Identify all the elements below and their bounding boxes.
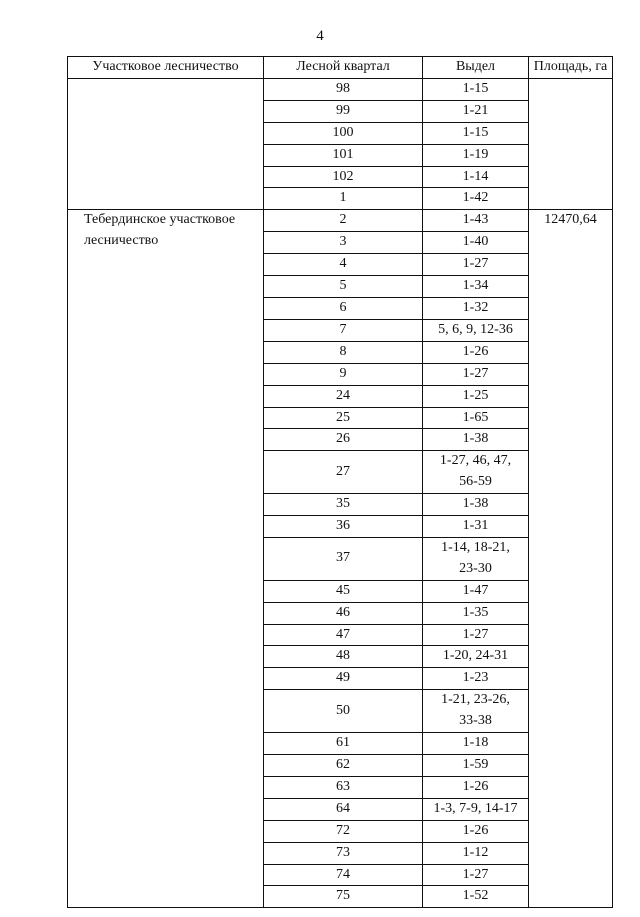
- allotment-cell: 1-26: [423, 820, 529, 842]
- allotment-cell: 1-18: [423, 733, 529, 755]
- quarter-cell: 35: [264, 494, 423, 516]
- quarter-cell: 27: [264, 451, 423, 494]
- allotment-cell: [423, 537, 529, 580]
- header-quarter: Лесной квартал: [264, 57, 423, 79]
- allotment-cell: 1-27: [423, 864, 529, 886]
- table-header: [68, 57, 613, 79]
- header-row: [68, 57, 613, 79]
- area-cell-empty: [529, 78, 613, 209]
- allotment-cell: 1-35: [423, 602, 529, 624]
- allotment-cell: 1-43: [423, 210, 529, 232]
- allotment-cell: 1-47: [423, 580, 529, 602]
- forestry-name-cell: Тебердинское участковое лесничество: [68, 210, 264, 908]
- header-forestry: Участковое лесничество: [68, 57, 264, 79]
- quarter-cell: 36: [264, 516, 423, 538]
- allotment-cell: 1-59: [423, 755, 529, 777]
- quarter-cell: 5: [264, 276, 423, 298]
- allotment-cell: 1-65: [423, 407, 529, 429]
- area-value-cell: 12470,64: [529, 210, 613, 908]
- quarter-cell: 4: [264, 254, 423, 276]
- allotment-cell: 1-23: [423, 668, 529, 690]
- quarter-cell: 7: [264, 319, 423, 341]
- allotment-cell: 1-14: [423, 166, 529, 188]
- quarter-cell: 75: [264, 886, 423, 908]
- forestry-cell-empty: [68, 78, 264, 209]
- quarter-cell: 1: [264, 188, 423, 210]
- table-body: [68, 78, 613, 907]
- allotment-cell: 1-27: [423, 624, 529, 646]
- allotment-cell: 1-34: [423, 276, 529, 298]
- allotment-cell: 5, 6, 9, 12-36: [423, 319, 529, 341]
- allotment-cell: 1-31: [423, 516, 529, 538]
- quarter-cell: 26: [264, 429, 423, 451]
- quarter-cell: 102: [264, 166, 423, 188]
- quarter-cell: 72: [264, 820, 423, 842]
- quarter-cell: 47: [264, 624, 423, 646]
- quarter-cell: 74: [264, 864, 423, 886]
- quarter-cell: 49: [264, 668, 423, 690]
- allotment-cell: 1-20, 24-31: [423, 646, 529, 668]
- allotment-cell: 1-15: [423, 122, 529, 144]
- allotment-cell: 1-21: [423, 100, 529, 122]
- quarter-cell: 101: [264, 144, 423, 166]
- allotment-line: 56-59: [459, 474, 492, 490]
- allotment-cell: 1-15: [423, 78, 529, 100]
- allotment-cell: 1-25: [423, 385, 529, 407]
- header-area: Площадь, га: [529, 57, 613, 79]
- allotment-cell: 1-27: [423, 363, 529, 385]
- quarter-cell: 24: [264, 385, 423, 407]
- allotment-line: 1-27, 46, 47,: [439, 453, 512, 469]
- quarter-cell: 45: [264, 580, 423, 602]
- quarter-cell: 100: [264, 122, 423, 144]
- allotment-cell: 1-26: [423, 341, 529, 363]
- quarter-cell: 63: [264, 776, 423, 798]
- quarter-cell: 50: [264, 690, 423, 733]
- allotment-line: 33-38: [459, 713, 492, 729]
- forest-table: [67, 56, 613, 908]
- allotment-cell: 1-52: [423, 886, 529, 908]
- allotment-cell: [423, 690, 529, 733]
- quarter-cell: 62: [264, 755, 423, 777]
- quarter-cell: 64: [264, 798, 423, 820]
- table-row: [68, 78, 613, 100]
- allotment-cell: 1-32: [423, 297, 529, 319]
- quarter-cell: 25: [264, 407, 423, 429]
- quarter-cell: 46: [264, 602, 423, 624]
- quarter-cell: 61: [264, 733, 423, 755]
- quarter-cell: 3: [264, 232, 423, 254]
- quarter-cell: 48: [264, 646, 423, 668]
- quarter-cell: 6: [264, 297, 423, 319]
- allotment-cell: 1-3, 7-9, 14-17: [423, 798, 529, 820]
- header-allotment: Выдел: [423, 57, 529, 79]
- allotment-cell: 1-40: [423, 232, 529, 254]
- allotment-cell: 1-19: [423, 144, 529, 166]
- quarter-cell: 99: [264, 100, 423, 122]
- quarter-cell: 73: [264, 842, 423, 864]
- allotment-cell: 1-27: [423, 254, 529, 276]
- quarter-cell: 9: [264, 363, 423, 385]
- quarter-cell: 98: [264, 78, 423, 100]
- allotment-line: 23-30: [459, 560, 492, 576]
- allotment-line: 1-14, 18-21,: [441, 539, 510, 555]
- table-row: [68, 210, 613, 232]
- allotment-line: 1-21, 23-26,: [441, 692, 510, 708]
- quarter-cell: 2: [264, 210, 423, 232]
- allotment-cell: 1-38: [423, 494, 529, 516]
- allotment-cell: [423, 451, 529, 494]
- quarter-cell: 8: [264, 341, 423, 363]
- allotment-cell: 1-12: [423, 842, 529, 864]
- page-number: 4: [316, 28, 324, 44]
- allotment-cell: 1-26: [423, 776, 529, 798]
- allotment-cell: 1-38: [423, 429, 529, 451]
- allotment-cell: 1-42: [423, 188, 529, 210]
- quarter-cell: 37: [264, 537, 423, 580]
